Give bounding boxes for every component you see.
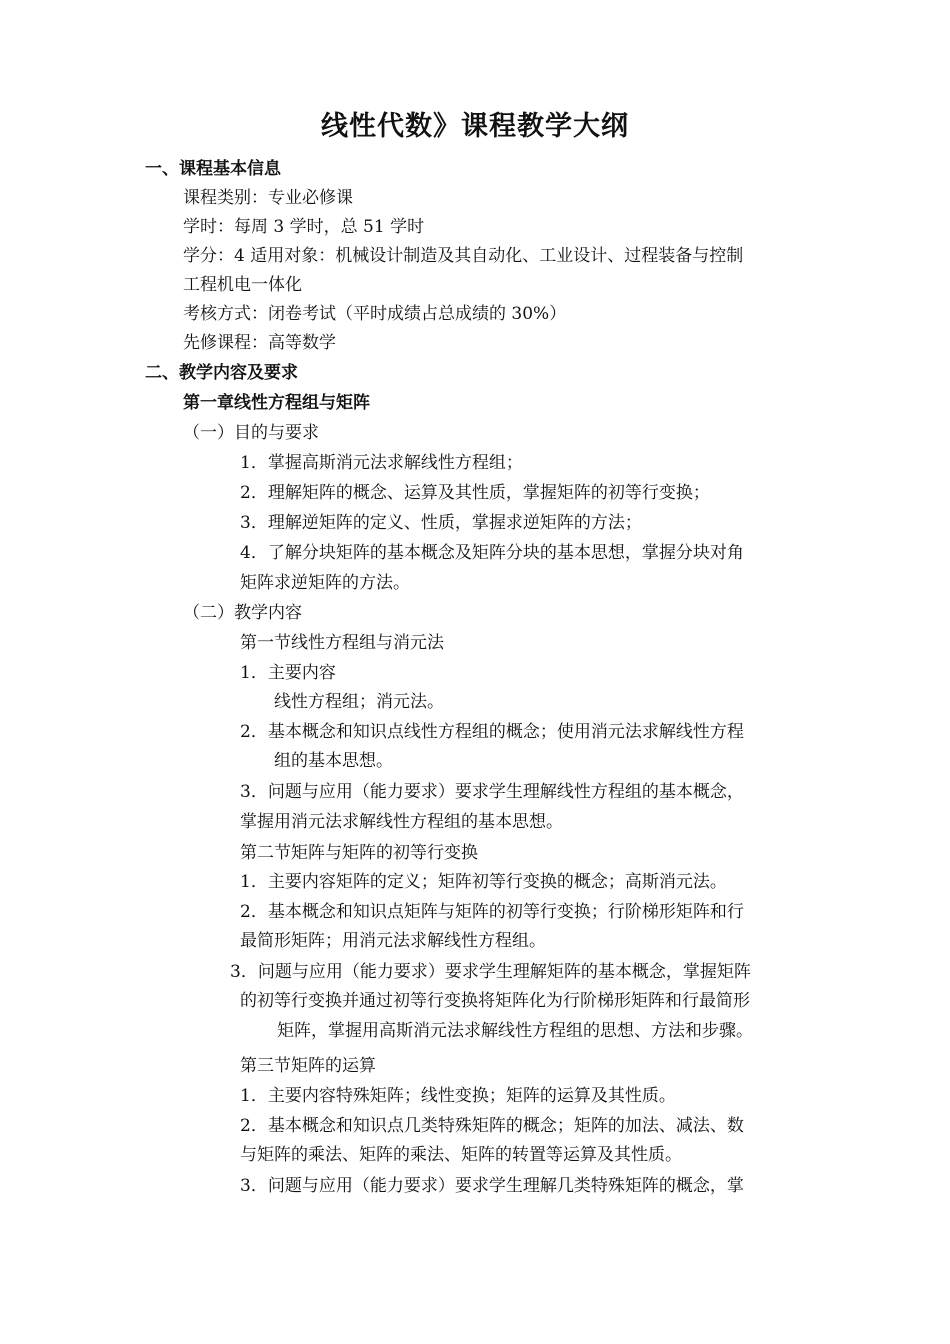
section-heading-content: 二、教学内容及要求 (145, 363, 298, 383)
goals-heading: （一）目的与要求 (183, 423, 319, 443)
section-title: 第三节矩阵的运算 (240, 1056, 376, 1076)
goal-item: 4．了解分块矩阵的基本概念及矩阵分块的基本思想，掌握分块对角 (240, 543, 744, 563)
course-prerequisite: 先修课程：高等数学 (183, 333, 336, 353)
course-credits-continued: 工程机电一体化 (183, 275, 302, 295)
content-item-continued: 矩阵，掌握用高斯消元法求解线性方程组的思想、方法和步骤。 (277, 1021, 753, 1041)
section-heading-basic-info: 一、课程基本信息 (145, 159, 281, 179)
course-hours: 学时：每周 3 学时，总 51 学时 (183, 217, 425, 237)
content-item-continued: 的初等行变换并通过初等行变换将矩阵化为行阶梯形矩阵和行最简形 (240, 991, 750, 1011)
content-item: 3．问题与应用（能力要求）要求学生理解线性方程组的基本概念， (240, 782, 744, 802)
goal-item: 2．理解矩阵的概念、运算及其性质，掌握矩阵的初等行变换； (240, 483, 710, 503)
content-item-continued: 掌握用消元法求解线性方程组的基本思想。 (240, 812, 563, 832)
page-title: 线性代数》课程教学大纲 (321, 111, 629, 142)
course-credits: 学分：4 适用对象：机械设计制造及其自动化、工业设计、过程装备与控制 (183, 246, 744, 266)
content-item-continued: 与矩阵的乘法、矩阵的乘法、矩阵的转置等运算及其性质。 (240, 1145, 682, 1165)
content-item: 2．基本概念和知识点几类特殊矩阵的概念；矩阵的加法、减法、数 (240, 1116, 744, 1136)
content-item-text: 线性方程组；消元法。 (274, 692, 444, 712)
goal-item: 1．掌握高斯消元法求解线性方程组； (240, 453, 523, 473)
chapter-title: 第一章线性方程组与矩阵 (183, 393, 370, 413)
section-title: 第一节线性方程组与消元法 (240, 633, 444, 653)
goal-item: 3．理解逆矩阵的定义、性质，掌握求逆矩阵的方法； (240, 513, 642, 533)
course-assessment: 考核方式：闭卷考试（平时成绩占总成绩的 30%） (183, 304, 567, 324)
content-item: 1．主要内容矩阵的定义；矩阵初等行变换的概念；高斯消元法。 (240, 872, 727, 892)
course-category: 课程类别：专业必修课 (183, 188, 353, 208)
content-item: 3．问题与应用（能力要求）要求学生理解几类特殊矩阵的概念，掌 (240, 1176, 744, 1196)
content-item-continued: 最简形矩阵；用消元法求解线性方程组。 (240, 931, 546, 951)
goal-item-continued: 矩阵求逆矩阵的方法。 (240, 573, 410, 593)
content-item: 2．基本概念和知识点矩阵与矩阵的初等行变换；行阶梯形矩阵和行 (240, 902, 744, 922)
content-item: 2．基本概念和知识点线性方程组的概念；使用消元法求解线性方程 (240, 722, 744, 742)
content-item: 1．主要内容特殊矩阵；线性变换；矩阵的运算及其性质。 (240, 1086, 676, 1106)
content-heading: （二）教学内容 (183, 603, 302, 623)
section-title: 第二节矩阵与矩阵的初等行变换 (240, 843, 478, 863)
content-item-continued: 组的基本思想。 (274, 751, 393, 771)
content-item: 1．主要内容 (240, 663, 336, 683)
content-item: 3．问题与应用（能力要求）要求学生理解矩阵的基本概念，掌握矩阵 (230, 962, 751, 982)
